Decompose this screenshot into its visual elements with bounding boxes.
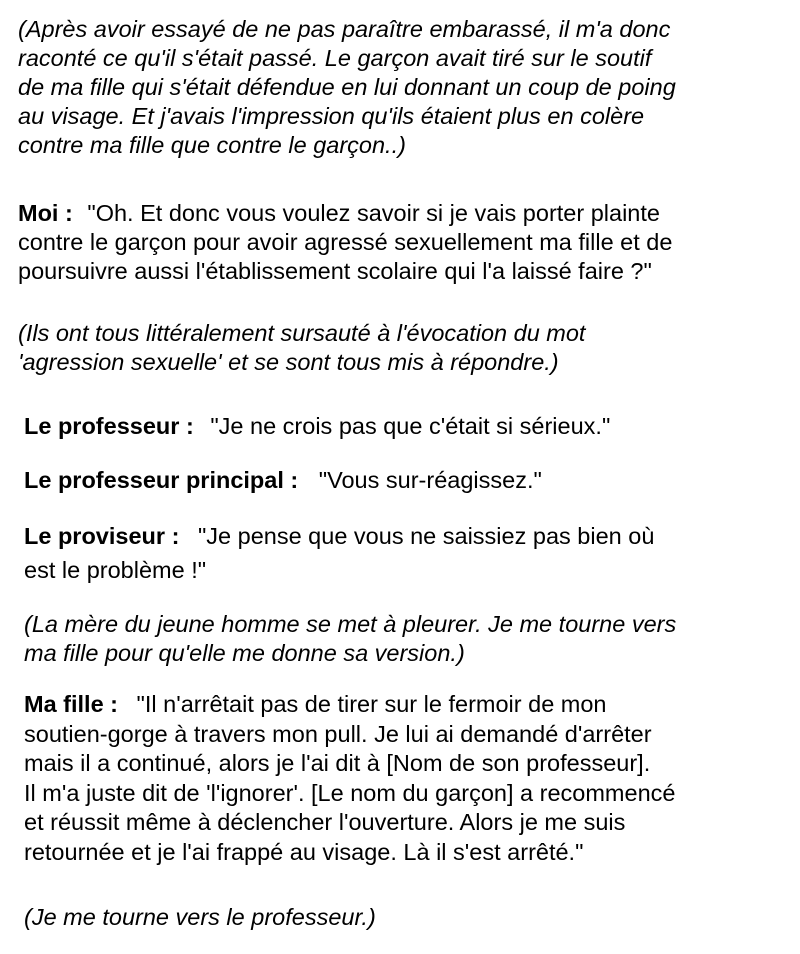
speaker-label: Le proviseur :: [24, 523, 180, 549]
narration-2: [18, 319, 800, 377]
narration-line: ma fille pour qu'elle me donne sa version.): [24, 640, 465, 666]
narration-line: 'agression sexuelle' et se sont tous mis à répondre.): [18, 349, 559, 375]
dialogue-text: et réussit même à déclencher l'ouverture. Alors je me suis: [24, 809, 626, 835]
speaker-label: Le professeur principal :: [24, 467, 299, 493]
dialogue-professeur-principal: [24, 466, 800, 495]
speaker-label: Le professeur :: [24, 413, 194, 439]
dialogue-text: contre le garçon pour avoir agressé sexuellement ma fille et de: [18, 229, 673, 255]
narration-1: [18, 15, 800, 160]
dialogue-professeur: [24, 412, 800, 441]
narration-line: au visage. Et j'avais l'impression qu'ils étaient plus en colère: [18, 103, 645, 129]
narration-line: (Ils ont tous littéralement sursauté à l'évocation du mot: [18, 320, 586, 346]
narration-4: [24, 903, 800, 932]
narration-line: (Après avoir essayé de ne pas paraître embarassé, il m'a donc: [18, 16, 671, 42]
dialogue-text: "Vous sur-réagissez.": [318, 467, 542, 493]
speaker-label: Ma fille :: [24, 691, 119, 717]
dialogue-text: mais il a continué, alors je l'ai dit à [Nom de son professeur].: [24, 750, 651, 776]
speaker-label: Moi :: [18, 200, 73, 226]
dialogue-text: "Je pense que vous ne saissiez pas bien où: [197, 523, 655, 549]
dialogue-text: retournée et je l'ai frappé au visage. Là il s'est arrêté.": [24, 838, 584, 865]
dialogue-text: "Il n'arrêtait pas de tirer sur le fermoir de mon: [136, 691, 607, 717]
narration-line: de ma fille qui s'était défendue en lui donnant un coup de poing: [18, 74, 676, 100]
narration-line: (La mère du jeune homme se met à pleurer. Je me tourne vers: [24, 611, 677, 637]
narration-3: [24, 610, 800, 668]
dialogue-text: "Je ne crois pas que c'était si sérieux.": [210, 413, 611, 439]
narration-line: raconté ce qu'il s'était passé. Le garçon avait tiré sur le soutif: [18, 45, 652, 71]
dialogue-text: est le problème !": [24, 557, 207, 583]
dialogue-text: Il m'a juste dit de 'l'ignorer'. [Le nom du garçon] a recommencé: [24, 779, 676, 806]
narration-line: contre ma fille que contre le garçon..): [18, 132, 406, 158]
dialogue-ma-fille: [24, 690, 800, 867]
dialogue-text: poursuivre aussi l'établissement scolaire qui l'a laissé faire ?": [18, 258, 652, 284]
dialogue-text: soutien-gorge à travers mon pull. Je lui ai demandé d'arrêter: [24, 720, 652, 747]
dialogue-text: "Oh. Et donc vous voulez savoir si je vais porter plainte: [87, 200, 660, 226]
dialogue-proviseur: [24, 519, 800, 587]
narration-line: (Je me tourne vers le professeur.): [24, 904, 376, 930]
dialogue-moi: [18, 199, 800, 286]
